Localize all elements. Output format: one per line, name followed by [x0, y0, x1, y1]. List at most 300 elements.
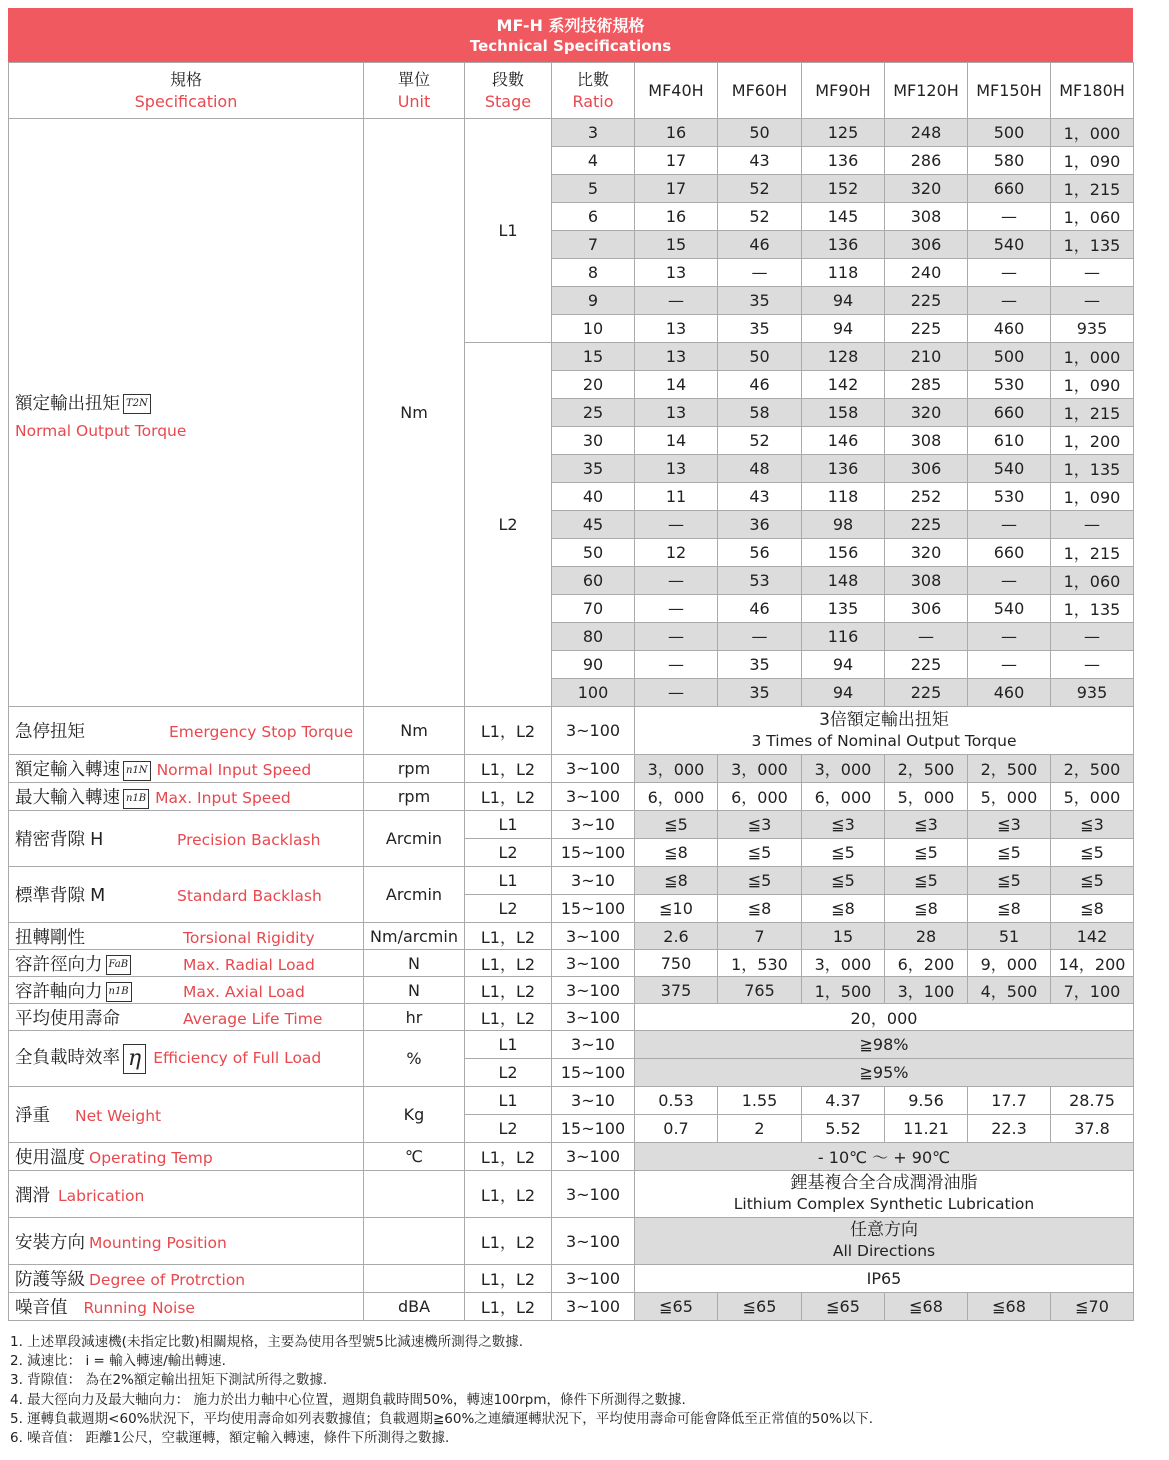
value-cell-text: 94 [832, 319, 854, 338]
value-cell-text: 43 [749, 151, 770, 170]
value-cell-text: 50 [749, 347, 770, 366]
value-cell [718, 867, 802, 895]
value-cell-text: 308 [910, 571, 942, 590]
label-zh: 潤滑 [15, 1185, 50, 1206]
row-protect [9, 1265, 1134, 1293]
value-cell [968, 977, 1051, 1004]
value-cell-text: 530 [993, 487, 1025, 506]
label-zh: 精密背隙 [15, 830, 85, 850]
value-cell-text: — [1001, 207, 1017, 226]
value-en: Lithium Complex Synthetic Lubrication [733, 1195, 1035, 1213]
stage-cell [465, 867, 552, 895]
value-cell-text: 1，000 [1063, 124, 1121, 143]
ratio-cell [552, 1293, 635, 1321]
value-cell-text: 7，100 [1063, 981, 1121, 1001]
value-cell-text: ≦5 [997, 843, 1021, 862]
value-cell-text: 1，530 [731, 954, 788, 974]
label-grade: H [90, 830, 104, 850]
value-cell [718, 231, 802, 259]
value-cell [718, 259, 802, 287]
row-precision [9, 811, 1134, 839]
value-cell-text: ≦5 [914, 843, 938, 862]
stage-cell [465, 1115, 552, 1143]
unit-cell [364, 1171, 465, 1218]
value-cell [802, 977, 885, 1004]
value-cell-text: 530 [993, 375, 1025, 394]
label-zh-wrap [15, 1005, 179, 1030]
value-cell-text: 540 [993, 599, 1025, 618]
ratio-text: 3~100 [565, 1147, 621, 1166]
ratio-text: 3~100 [565, 759, 621, 778]
footnotes [10, 1333, 873, 1448]
value-cell [968, 175, 1051, 203]
value-cell [718, 119, 802, 147]
value-cell [885, 287, 968, 315]
value-cell [968, 483, 1051, 511]
stage-cell [465, 1004, 552, 1031]
value-cell-text: ≦5 [747, 871, 772, 890]
value-cell-text: 16 [665, 207, 687, 226]
value-cell [1051, 371, 1134, 399]
value-cell-text: ≦8 [664, 871, 688, 890]
value-cell [1051, 455, 1134, 483]
value-cell-text: 2，500 [980, 760, 1038, 779]
stage-text: L1 [498, 221, 518, 240]
unit-cell [364, 1031, 465, 1087]
merged-value [635, 707, 1134, 755]
value-cell [885, 679, 968, 707]
unit-cell [364, 119, 465, 707]
ratio-text: 3~100 [565, 1184, 621, 1204]
value-cell [968, 679, 1051, 707]
value-cell [885, 895, 968, 923]
value-cell-text: 660 [993, 403, 1025, 422]
unit-cell [364, 755, 465, 783]
value-cell [802, 811, 885, 839]
value-cell [1051, 867, 1134, 895]
label-zh: 平均使用壽命 [15, 1008, 120, 1029]
value-cell [802, 783, 885, 811]
value-cell [885, 343, 968, 371]
ratio-text: 6 [587, 207, 599, 226]
value-cell-text: ≦8 [997, 899, 1021, 918]
value-cell [968, 231, 1051, 259]
ratio-text: 3~100 [565, 1269, 621, 1288]
ratio-text: 3~100 [565, 1231, 621, 1251]
footnote: 5. 運轉負載週期<60%狀況下，平均使用壽命如列表數據值；負載週期≧60%之連續運轉狀況下，平均使用壽命可能會降低至正常值的50%以下. [10, 1410, 874, 1427]
unit-text: Kg [403, 1105, 425, 1124]
ratio-text: 7 [587, 235, 599, 254]
row-life [9, 1004, 1134, 1031]
value-cell-text: — [1084, 655, 1100, 674]
value-cell-text: 46 [749, 235, 770, 254]
ratio-text: 3~100 [565, 1007, 621, 1027]
row-label [9, 1218, 364, 1265]
header-model: MF180H [1051, 63, 1134, 119]
stage-cell [465, 343, 552, 707]
value-cell-text: 1，060 [1063, 208, 1121, 227]
stage-text: L1，L2 [480, 1008, 536, 1028]
ratio-text: 8 [587, 263, 599, 282]
value-cell-text: 286 [910, 151, 942, 170]
value-cell-text: 1.55 [741, 1091, 778, 1110]
row-label [9, 1087, 364, 1143]
value-cell-text: — [668, 291, 684, 310]
value-cell-text: 1，200 [1063, 432, 1121, 451]
value-cell [885, 651, 968, 679]
value-cell-text: ≦5 [914, 871, 938, 890]
value-cell-text: 28.75 [1069, 1091, 1115, 1110]
value-cell-text: — [668, 599, 684, 618]
unit-cell [364, 707, 465, 755]
label-en: Degree of Protrction [89, 1271, 246, 1289]
value-cell-text: 1，215 [1063, 180, 1121, 199]
value-cell [1051, 287, 1134, 315]
value-cell [802, 427, 885, 455]
value-cell-text: ≦8 [831, 899, 855, 918]
label-zh: 最大輸入轉速 [15, 788, 120, 808]
stage-text: L1，L2 [480, 788, 536, 807]
value-cell-text: 156 [827, 543, 859, 562]
value-cell [968, 511, 1051, 539]
value-cell [885, 567, 968, 595]
stage-text: L1 [498, 1091, 518, 1110]
unit-text: Arcmin [385, 885, 443, 904]
value-cell [968, 811, 1051, 839]
value-cell-text: — [1001, 263, 1017, 282]
ratio-text: 15~100 [560, 843, 626, 862]
value-cell-text: ≦3 [914, 815, 938, 834]
value-cell-text: 1，135 [1063, 600, 1121, 619]
value-cell-text: ≦5 [1080, 843, 1104, 862]
stage-text: L1，L2 [480, 981, 536, 1001]
value-en: 3 Times of Nominal Output Torque [751, 731, 1017, 750]
value-cell-text: 285 [910, 375, 942, 394]
value-cell-text: 11.21 [903, 1119, 949, 1138]
value-cell-text: 935 [1076, 683, 1108, 702]
value-cell [1051, 651, 1134, 679]
ratio-text: 15~100 [560, 899, 626, 918]
value-cell-text: 2.6 [663, 926, 689, 946]
value-cell-text: 210 [910, 347, 942, 366]
value-cell [718, 839, 802, 867]
value-cell-text: 35 [749, 655, 770, 674]
value-cell-text: — [1001, 655, 1017, 674]
value-cell [718, 895, 802, 923]
stage-text: L1，L2 [480, 1185, 536, 1205]
value-zh: 3倍額定輸出扭矩 [819, 709, 949, 730]
row-temp [9, 1143, 1134, 1171]
row-label [9, 707, 364, 755]
row-label [9, 783, 364, 811]
value-cell-text: — [751, 263, 768, 282]
value-cell-text: 14 [665, 375, 687, 394]
value-cell [885, 539, 968, 567]
stage-cell [465, 1265, 552, 1293]
value-cell-text: 94 [832, 291, 854, 310]
value-cell [802, 203, 885, 231]
value-cell-text: 13 [665, 459, 687, 478]
value-cell [968, 1293, 1051, 1321]
value-cell [968, 427, 1051, 455]
label-zh-wrap [15, 1298, 68, 1317]
ratio-cell [552, 623, 635, 651]
value-cell-text: 3，000 [647, 760, 705, 779]
value-cell-text: 5，000 [980, 788, 1038, 807]
label-en: Running Noise [83, 1299, 195, 1317]
stage-cell [465, 1031, 552, 1059]
row-noise [9, 1293, 1134, 1321]
value-cell [802, 399, 885, 427]
value-cell [635, 1293, 718, 1321]
value-cell [885, 783, 968, 811]
value-cell-text: 252 [910, 487, 942, 506]
value-cell [802, 867, 885, 895]
value-cell [885, 511, 968, 539]
stage-cell [465, 839, 552, 867]
unit-cell [364, 867, 465, 923]
value-cell [885, 595, 968, 623]
value-cell-text: 580 [993, 151, 1025, 170]
value-cell [718, 567, 802, 595]
value-cell [1051, 427, 1134, 455]
value-cell [802, 483, 885, 511]
label-zh: 容許徑向力 [15, 954, 103, 975]
value-cell [968, 595, 1051, 623]
value-cell [635, 343, 718, 371]
value-cell [802, 1293, 885, 1321]
value-cell-text: 158 [827, 403, 859, 422]
value-cell-text: — [668, 515, 684, 534]
value-cell [968, 343, 1051, 371]
value-cell-text: 51 [998, 926, 1020, 946]
value-cell-text: ≦5 [747, 843, 772, 862]
value-cell-text: 248 [910, 123, 942, 142]
value-cell-text: 135 [827, 599, 859, 618]
value-cell [968, 651, 1051, 679]
row-label [9, 923, 364, 950]
value-cell-text: 500 [993, 347, 1025, 366]
stage-text: L1 [498, 1035, 518, 1054]
ratio-text: 3~100 [565, 787, 621, 806]
label-zh-wrap [15, 826, 173, 851]
unit-text: Arcmin [385, 829, 443, 848]
row-label [9, 755, 364, 783]
stage-text: L1，L2 [480, 722, 536, 741]
ratio-text: 3~100 [565, 953, 621, 973]
value-cell [885, 231, 968, 259]
value-cell-text: 7 [754, 926, 765, 946]
value-cell [1051, 343, 1134, 371]
value-cell [1051, 623, 1134, 651]
value-cell [718, 203, 802, 231]
value-cell [718, 811, 802, 839]
value-cell-text: — [668, 571, 684, 590]
ratio-text: 3~100 [565, 721, 621, 740]
value-cell [1051, 1293, 1134, 1321]
value-cell [1051, 923, 1134, 950]
value-cell-text: 5，000 [897, 788, 955, 807]
value-cell [885, 923, 968, 950]
ratio-text: 100 [577, 683, 609, 702]
value-cell [885, 203, 968, 231]
label-zh: 全負載時效率 [15, 1048, 120, 1068]
value-cell [1051, 755, 1134, 783]
stage-text: L1，L2 [480, 1232, 536, 1252]
value-cell [802, 1115, 885, 1143]
ratio-text: 50 [582, 543, 604, 562]
value-cell-text: 4.37 [825, 1091, 861, 1110]
value-cell [718, 679, 802, 707]
value-cell [718, 399, 802, 427]
value-cell [1051, 203, 1134, 231]
value-cell-text: 142 [1076, 926, 1108, 946]
ratio-cell [552, 839, 635, 867]
ratio-cell [552, 427, 635, 455]
value-cell-text: 3，100 [897, 981, 955, 1001]
spec-table [8, 62, 1134, 1321]
label-en: Efficiency of Full Load [153, 1049, 322, 1067]
value-zh: 鋰基複合全合成潤滑油脂 [790, 1173, 978, 1193]
ratio-cell [552, 399, 635, 427]
title-zh: MF-H 系列技術規格 [496, 16, 645, 35]
value-cell-text: 1，135 [1063, 236, 1121, 255]
value-cell [885, 623, 968, 651]
value-cell [718, 950, 802, 977]
ratio-cell [552, 567, 635, 595]
ratio-cell [552, 287, 635, 315]
value-cell-text: 14 [665, 431, 687, 450]
label-en: Average Life Time [183, 1009, 323, 1028]
value-cell [1051, 399, 1134, 427]
unit-cell [364, 1265, 465, 1293]
label-zh-wrap [15, 1270, 85, 1289]
header-ratio-en: Ratio [572, 91, 614, 111]
ratio-text: 20 [582, 375, 604, 394]
label-en: Normal Output Torque [15, 421, 187, 440]
value-cell [802, 511, 885, 539]
header-stage [465, 63, 552, 119]
header-spec-en: Specification [134, 91, 238, 111]
value-cell-text: 320 [910, 403, 942, 422]
value-cell [718, 755, 802, 783]
value-cell [885, 839, 968, 867]
value-cell [1051, 175, 1134, 203]
value-cell [885, 371, 968, 399]
value-cell-text: 152 [827, 179, 859, 198]
value-cell [718, 539, 802, 567]
value-text: IP65 [866, 1269, 902, 1288]
value-cell [718, 783, 802, 811]
value-cell [635, 595, 718, 623]
value-cell [1051, 783, 1134, 811]
label-en: Mounting Position [89, 1233, 227, 1252]
value-cell-text: 308 [910, 431, 942, 450]
unit-cell [364, 923, 465, 950]
value-cell [635, 511, 718, 539]
ratio-cell [552, 977, 635, 1004]
value-cell [802, 679, 885, 707]
value-cell [635, 679, 718, 707]
value-cell [802, 371, 885, 399]
value-cell [802, 259, 885, 287]
value-cell-text: — [668, 655, 684, 674]
value-cell [802, 539, 885, 567]
ratio-text: 70 [582, 599, 604, 618]
value-cell [635, 147, 718, 175]
value-cell-text: 136 [827, 151, 859, 170]
value-cell-text: 15 [832, 926, 854, 946]
ratio-cell [552, 1115, 635, 1143]
value-cell [635, 651, 718, 679]
label-zh: 使用溫度 [15, 1148, 85, 1168]
stage-text: L1 [498, 815, 518, 834]
value-cell-text: ≦3 [747, 815, 772, 834]
value-cell [802, 651, 885, 679]
value-cell [968, 455, 1051, 483]
unit-cell [364, 950, 465, 977]
label-zh: 扭轉剛性 [15, 927, 85, 948]
ratio-text: 3~10 [571, 1035, 615, 1054]
value-cell [968, 315, 1051, 343]
ratio-cell [552, 1143, 635, 1171]
value-cell [718, 651, 802, 679]
value-cell-text: — [918, 627, 934, 646]
row-label [9, 977, 364, 1004]
label-en: Normal Input Speed [156, 761, 312, 779]
stage-text: L2 [498, 1119, 518, 1138]
value-cell [802, 343, 885, 371]
value-cell-text: — [668, 627, 684, 646]
value-cell [1051, 895, 1134, 923]
row-rigidity [9, 923, 1134, 950]
ratio-cell [552, 175, 635, 203]
header-unit-zh: 單位 [397, 69, 430, 89]
symbol-box: η [123, 1044, 146, 1074]
value-cell [718, 1293, 802, 1321]
value-cell-text: 4，500 [980, 981, 1038, 1001]
ratio-cell [552, 811, 635, 839]
value-cell-text: — [1001, 571, 1017, 590]
footnote: 2. 減速比： i = 輸入轉速/輸出轉速. [10, 1353, 226, 1370]
label-zh: 額定輸入轉速 [15, 760, 120, 780]
value-cell-text: — [1084, 291, 1100, 310]
merged-value [635, 1143, 1134, 1171]
value-cell-text: 610 [993, 431, 1025, 450]
unit-text: Nm/arcmin [370, 926, 458, 946]
ratio-cell [552, 1004, 635, 1031]
value-cell-text: 6，200 [897, 954, 955, 974]
value-cell-text: ≦5 [831, 843, 855, 862]
value-cell-text: ≦65 [742, 1297, 777, 1316]
value-cell [885, 119, 968, 147]
value-cell [635, 315, 718, 343]
value-cell-text: 225 [910, 515, 942, 534]
value-cell [1051, 1115, 1134, 1143]
value-cell-text: 46 [749, 599, 770, 618]
value-cell [1051, 147, 1134, 175]
value-cell [718, 923, 802, 950]
value-cell-text: 540 [993, 235, 1025, 254]
ratio-text: 45 [582, 515, 604, 534]
symbol-box: n1B [123, 789, 149, 809]
label-en: Max. Axial Load [183, 982, 305, 1001]
value-cell [635, 455, 718, 483]
value-cell-text: ≦68 [992, 1297, 1026, 1316]
value-cell-text: 13 [665, 319, 687, 338]
unit-cell [364, 811, 465, 867]
value-cell-text: 94 [832, 655, 854, 674]
